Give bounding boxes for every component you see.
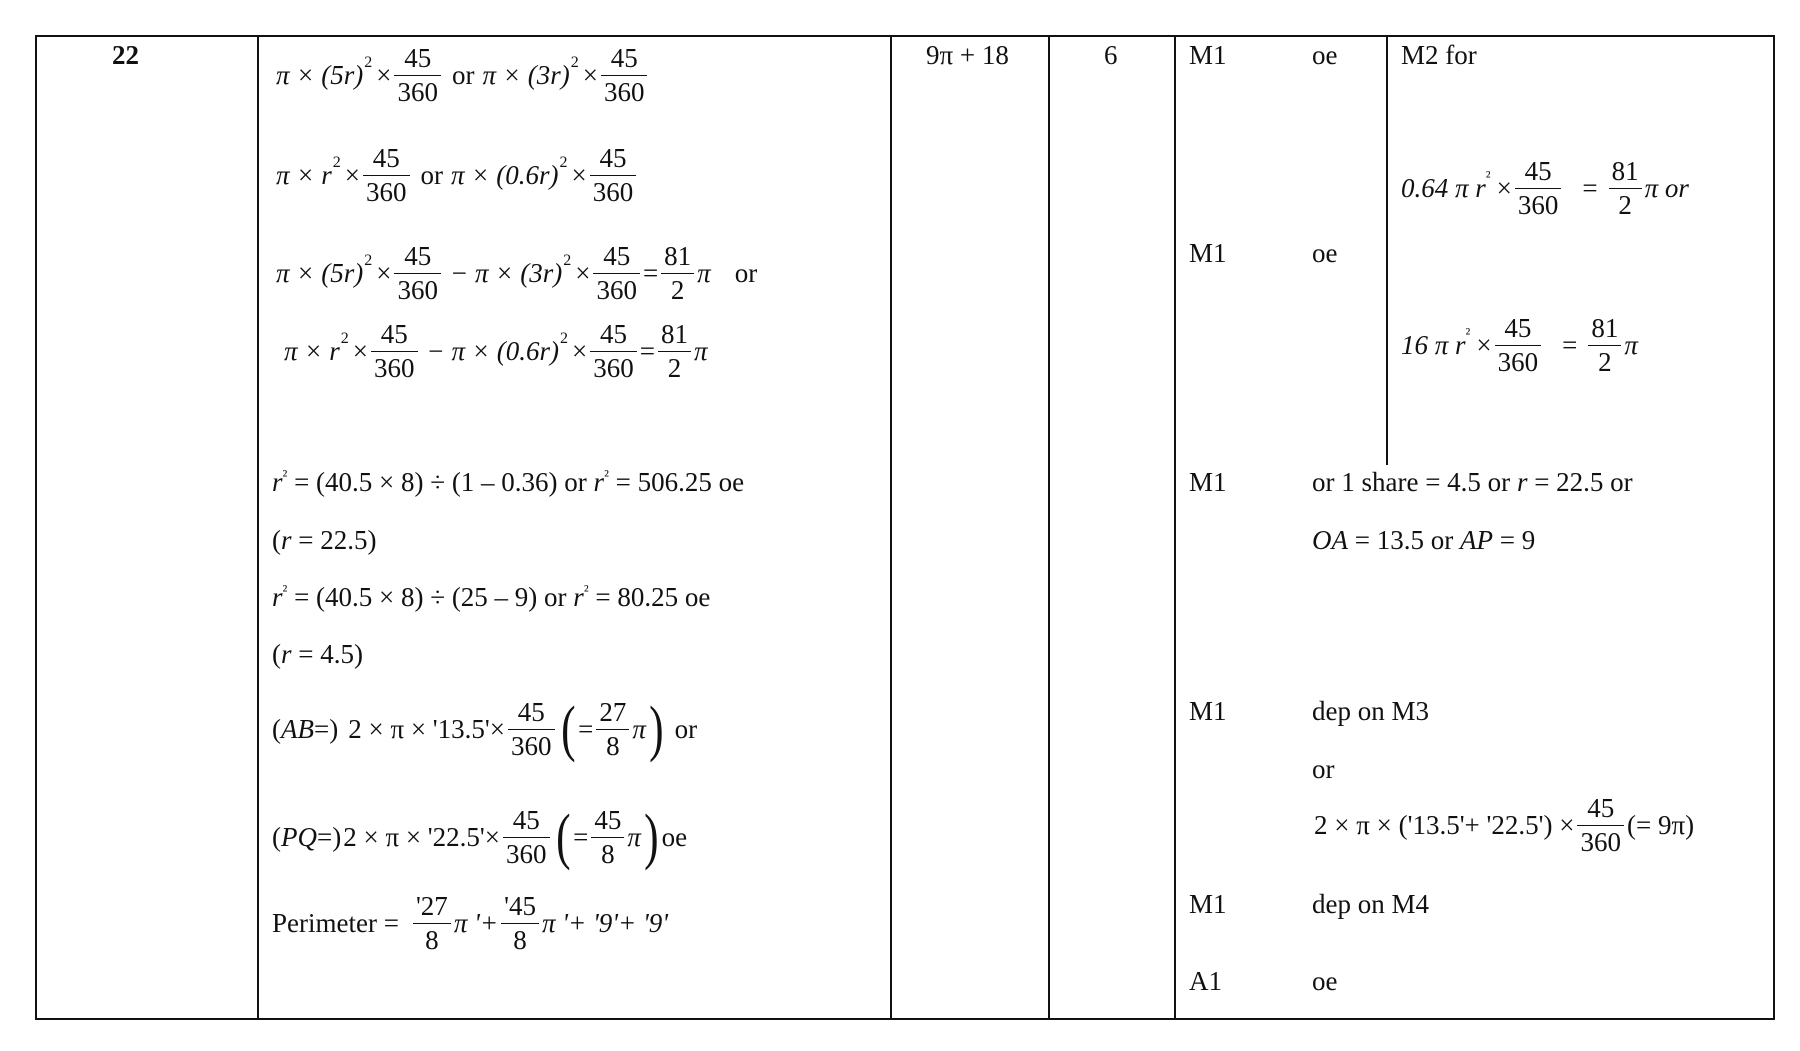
mark-code: M1 <box>1189 889 1227 919</box>
mark-code: M1 <box>1189 467 1227 497</box>
mark-code: M1 <box>1189 40 1227 70</box>
alt-method-line-2: 16 π r ² × $\frac{45}{360}$ = $\frac{81}{2}$ π <box>1401 313 1638 377</box>
guidance-note: 2 × π × ('13.5'+ '22.5') × $\frac{45}{360}$ (= 9π) <box>1314 793 1695 857</box>
fraction: $\frac{45}{360}$ <box>363 142 410 209</box>
fraction: $\frac{45}{360}$ <box>394 42 441 109</box>
fraction: $\frac{81}{2}$ <box>1588 312 1621 379</box>
guidance-note: oe <box>1312 238 1338 268</box>
working-line-7: $r^{^2} = (40.5 \times 8) \div (25 - 9)$ or $r^{^2} = 80.25$ oe <box>272 582 711 612</box>
column-divider <box>1174 35 1176 1020</box>
fraction: $\frac{45}{360}$ <box>593 240 640 307</box>
working-line-10: ( PQ =) 2 × π × '22.5'× $\frac{45}{360}$ ( = $\frac{45}{8}$ π ) oe <box>272 803 688 872</box>
guidance-note: dep on M3 <box>1312 696 1429 726</box>
guidance-note: dep on M4 <box>1312 889 1429 919</box>
working-line-11: Perimeter = $\frac{'27}{8}$ π '+ $\frac{'45}{8}$ π '+ '9'+ '9' <box>272 891 669 955</box>
guidance-note: oe <box>1312 966 1338 996</box>
guidance-note: or 1 share = 4.5 or r = 22.5 or <box>1312 467 1633 497</box>
mark-code: M1 <box>1189 238 1227 268</box>
mark-code: M1 <box>1189 696 1227 726</box>
fraction: $\frac{45}{360}$ <box>601 42 648 109</box>
fraction: $\frac{81}{2}$ <box>661 240 694 307</box>
working-line-1: π × (5r) 2 × $\frac{45}{360}$ or π × (3r) 2 × $\frac{45}{360}$ <box>276 42 650 109</box>
fraction: $\frac{45}{360}$ <box>590 318 637 385</box>
column-divider <box>257 35 259 1020</box>
question-number: 22 <box>112 40 139 70</box>
fraction: $\frac{45}{360}$ <box>508 696 555 763</box>
fraction: $\frac{45}{360}$ <box>590 142 637 209</box>
fraction: $\frac{27}{8}$ <box>596 696 629 763</box>
alt-method-line-1: 0.64 π r ² × $\frac{45}{360}$ = $\frac{81}{2}$ π or <box>1401 156 1689 220</box>
fraction: $\frac{45}{360}$ <box>1515 155 1562 222</box>
fraction: $\frac{45}{360}$ <box>503 804 550 871</box>
working-line-3: π × (5r) 2 × $\frac{45}{360}$ − π × (3r) 2 × $\frac{45}{360}$ = $\frac{81}{2}$ π or <box>276 241 758 305</box>
fraction: $\frac{'27}{8}$ <box>413 890 451 957</box>
working-line-9: ( AB =) 2 × π × '13.5'× $\frac{45}{360}$ ( = $\frac{27}{8}$ π ) or <box>272 695 698 764</box>
guidance-note: oe <box>1312 40 1338 70</box>
alt-method-divider <box>1386 35 1388 465</box>
working-line-8: (r = 4.5) <box>272 639 363 669</box>
fraction: $\frac{45}{360}$ <box>371 318 418 385</box>
fraction: $\frac{'45}{8}$ <box>501 890 539 957</box>
column-divider <box>890 35 892 1020</box>
column-divider <box>1048 35 1050 1020</box>
working-line-2: π × r 2 × $\frac{45}{360}$ or π × (0.6r) 2 × $\frac{45}{360}$ <box>276 142 639 209</box>
marks-total: 6 <box>1104 40 1118 70</box>
guidance-note: or <box>1312 754 1335 784</box>
fraction: $\frac{81}{2}$ <box>658 318 691 385</box>
fraction: $\frac{45}{360}$ <box>1577 792 1624 859</box>
alt-method-title: M2 for <box>1401 40 1477 70</box>
fraction: $\frac{45}{360}$ <box>1495 312 1542 379</box>
working-line-5: $r^{^2} = (40.5 \times 8) \div (1 - 0.36)$ or $r^{^2} = 506.25$ oe <box>272 467 745 497</box>
answer-value: 9π + 18 <box>926 40 1009 70</box>
mark-code: A1 <box>1189 966 1222 996</box>
working-line-4: π × r 2 × $\frac{45}{360}$ − π × (0.6r) 2 × $\frac{45}{360}$ = $\frac{81}{2}$ π <box>284 319 708 383</box>
guidance-note: OA = 13.5 or AP = 9 <box>1312 525 1536 555</box>
fraction: $\frac{45}{360}$ <box>394 240 441 307</box>
fraction: $\frac{81}{2}$ <box>1609 155 1642 222</box>
working-line-6: (r = 22.5) <box>272 525 377 555</box>
fraction: $\frac{45}{8}$ <box>591 804 624 871</box>
